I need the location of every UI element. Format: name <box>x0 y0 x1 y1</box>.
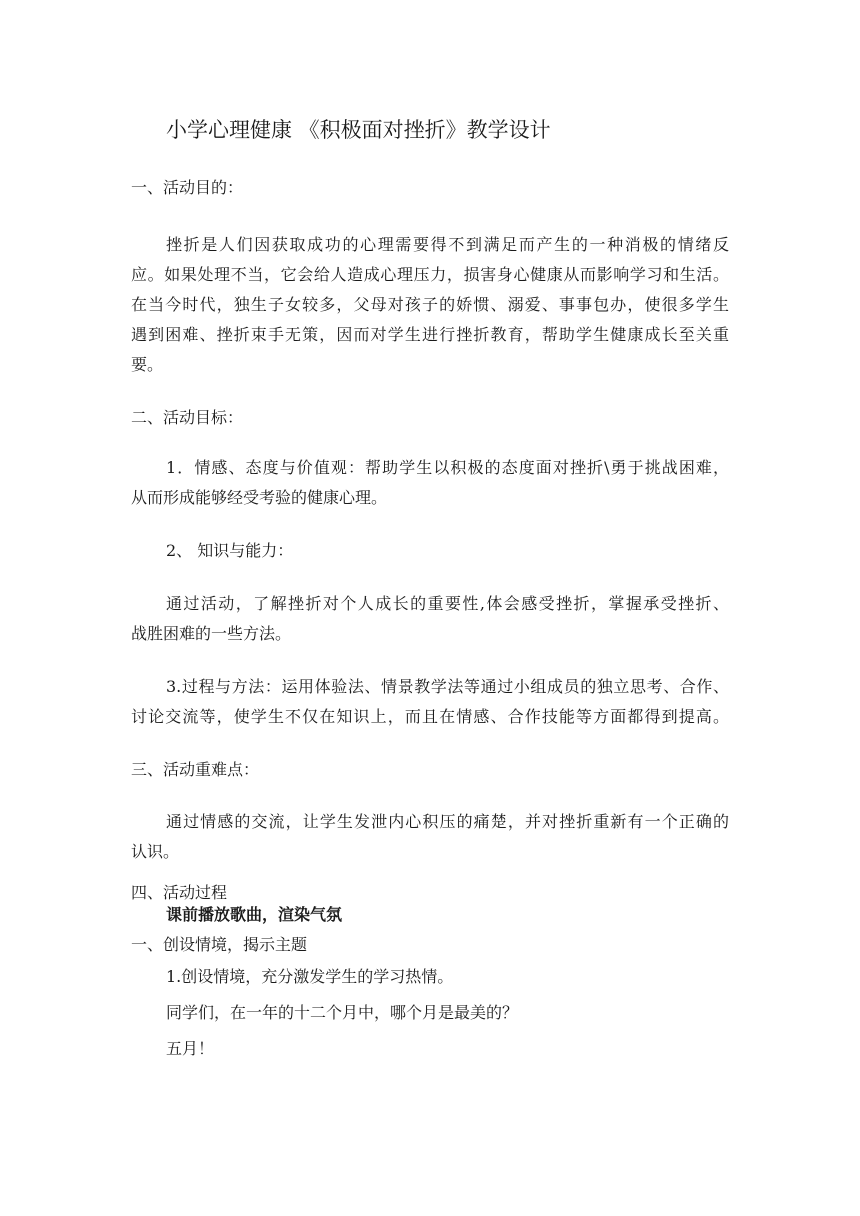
goal-item-3-line: 3.过程与方法：运用体验法、情景教学法等通过小组成员的独立思考、合作、 <box>166 677 729 696</box>
goal-item-3-line: 讨论交流等，使学生不仅在知识上，而且在情感、合作技能等方面都得到提高。 <box>131 707 729 726</box>
paragraph-line: 在当今时代，独生子女较多，父母对孩子的娇惯、溺爱、事事包办，使很多学生 <box>131 295 729 314</box>
goal-item-1-line: 从而形成能够经受考验的健康心理。 <box>131 488 388 507</box>
goal-item-2: 2、 知识与能力： <box>166 541 294 560</box>
paragraph-line: 要。 <box>131 355 164 374</box>
paragraph-line: 通过情感的交流，让学生发泄内心积压的痛楚，并对挫折重新有一个正确的 <box>166 812 729 831</box>
paragraph-line: 遇到困难、挫折束手无策，因而对学生进行挫折教育，帮助学生健康成长至关重 <box>131 325 729 344</box>
goal-item-1-line: 1．情感、态度与价值观：帮助学生以积极的态度面对挫折\勇于挑战困难， <box>166 458 729 477</box>
section-heading-key-points: 三、活动重难点： <box>131 760 260 779</box>
goal-item-2-line: 通过活动，了解挫折对个人成长的重要性,体会感受挫折，掌握承受挫折、 <box>166 594 729 613</box>
document-title: 小学心理健康 《积极面对挫折》教学设计 <box>166 118 551 142</box>
paragraph-line: 认识。 <box>131 842 180 861</box>
bold-subheading: 课前播放歌曲，渲染气氛 <box>166 905 343 924</box>
paragraph-line: 挫折是人们因获取成功的心理需要得不到满足而产生的一种消极的情绪反 <box>166 235 729 254</box>
subsection-heading: 一、创设情境，揭示主题 <box>131 935 308 954</box>
section-heading-purpose: 一、活动目的： <box>131 178 244 197</box>
student-answer: 五月！ <box>166 1039 215 1058</box>
section-heading-goals: 二、活动目标： <box>131 408 244 427</box>
paragraph-line: 应。如果处理不当，它会给人造成心理压力，损害身心健康从而影响学习和生活。 <box>131 265 729 284</box>
process-item-1: 1.创设情境，充分激发学生的学习热情。 <box>166 967 454 986</box>
teacher-question: 同学们，在一年的十二个月中，哪个月是最美的？ <box>166 1003 519 1022</box>
goal-item-2-line: 战胜困难的一些方法。 <box>131 624 292 643</box>
section-heading-process: 四、活动过程 <box>131 883 228 902</box>
